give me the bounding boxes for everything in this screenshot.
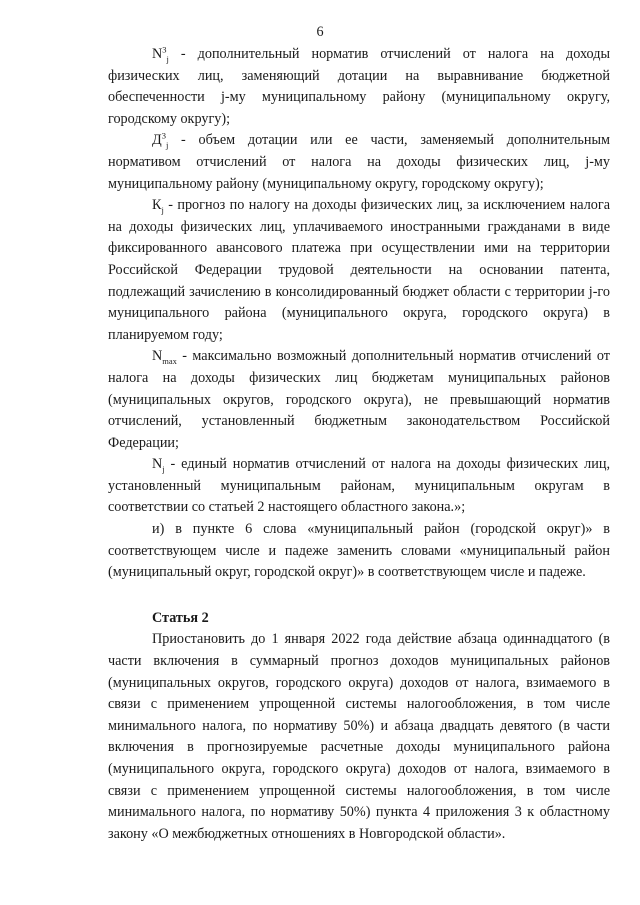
symbol: $N_j$ [152,456,165,475]
definition-nmax: $N_{max}$ - максимально возможный дополнительный норматив отчислений от налога на доходы физических лиц бюджетам муниципальных районов (муниципальных округов, городского округа), не превышающий норматив отчислений, установленный бюджетным законодательством Российской Федерации; [108,348,610,451]
definition-kj: $К_j$ - прогноз по налогу на доходы физических лиц, за исключением налога на доходы физических лиц, уплачиваемого иностранными гражданами в виде фиксированного авансового платежа при осуществлении ими на территории Российской Федерации трудовой деятельности на основании патента, подлежащий зачислению в консолидированный бюджет области с территории j-го муниципального района (муниципального округа, городского округа) в планируемом году; [108,197,610,343]
symbol: $К_j$ [152,197,164,215]
symbol: $N_{max}$ [152,348,177,367]
definition-nj: $N_j$ - единый норматив отчислений от налога на доходы физических лиц, установленный муниципальным районам, муниципальным округам в соответствии со статьей 2 настоящего областного закона.»; [108,456,610,516]
item-i: и) в пункте 6 слова «муниципальный район (городской округ)» в соответствующем числе и падеже заменить словами «муниципальный район (муниципальный округ, городской округ)» в соответствующем числе и падеже. [108,521,610,581]
article-heading: Статья 2 [152,609,209,626]
page-number: 6 [316,24,324,40]
symbol: $Д^3_j$ [152,130,169,151]
symbol: $N^3_j$ [152,44,169,64]
definition-n3j: $N^3_j$ - дополнительный норматив отчислений от налога на доходы физических лиц, заменяющий дотации на выравнивание бюджетной обеспеченности j-му муниципальному району (муниципальному округу, городскому округу); [108,44,610,127]
body-text [108,44,610,845]
article-text: Приостановить до 1 января 2022 года действие абзаца одиннадцатого (в части включения в суммарный прогноз доходов муниципальных районов (муниципальных округов, городского округа) доходов от налога, взимаемого в связи с применением упрощенной системы налогообложения, в том числе минимального налога, по нормативу 50%) и абзаца двадцать девятого (в части включения в прогнозируемые расчетные доходы муниципального района (муниципального округа, городского округа) доходов от налога, взимаемого в связи с применением упрощенной системы налогообложения, в том числе минимального налога, по нормативу 50%) пункта 4 приложения 3 к областному закону «О межбюджетных отношениях в Новгородской области». [108,631,610,842]
definition-d3j: $Д^3_j$ - объем дотации или ее части, заменяемый дополнительным нормативом отчислений от налога на доходы физических лиц, j-му муниципальному району (муниципальному округу, городскому округу); [108,130,610,192]
